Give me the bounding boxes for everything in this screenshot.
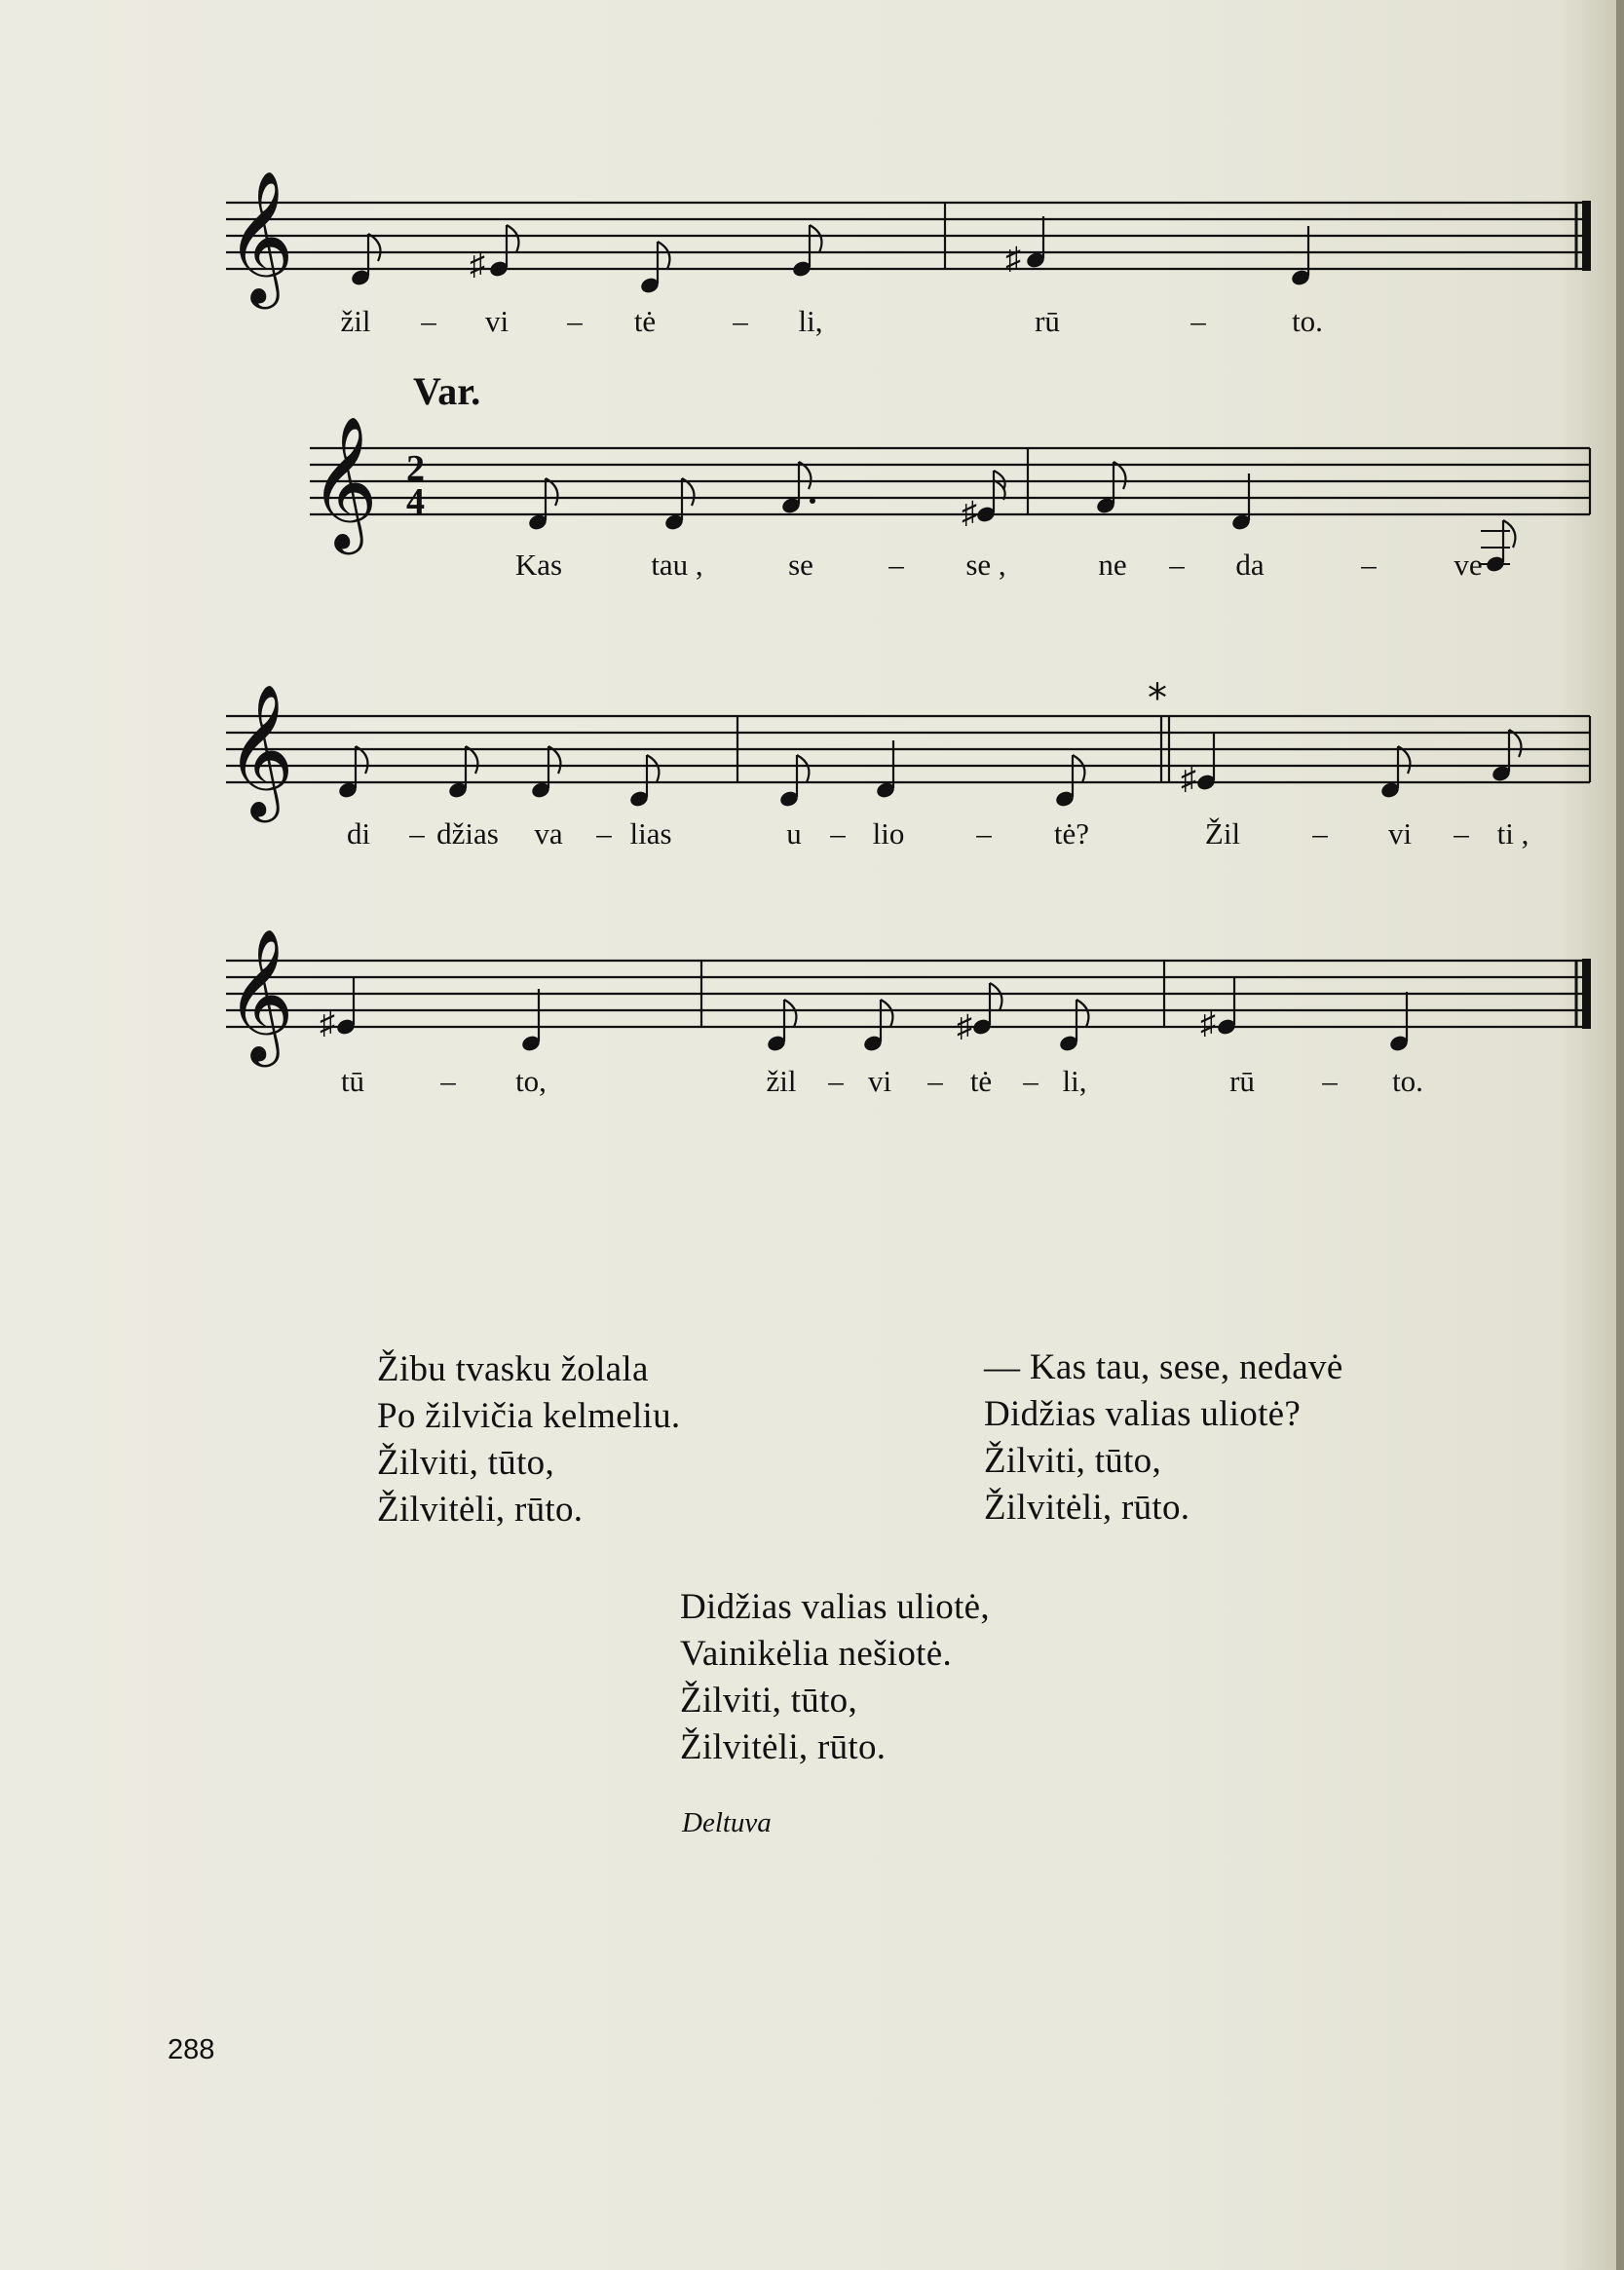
verse-line: Vainikėlia nešiotė. [680, 1634, 953, 1674]
lyric: u [786, 816, 802, 851]
svg-text:♯: ♯ [470, 246, 485, 282]
svg-text:♯: ♯ [962, 495, 977, 530]
lyric-hyphen: – [976, 816, 992, 851]
staff-4 [0, 0, 1624, 1120]
verse-line: Žibu tvasku žolala [377, 1349, 649, 1389]
lyric-hyphen: – [888, 548, 904, 582]
lyric-hyphen: – [733, 304, 748, 338]
lyric: rū [1229, 1064, 1255, 1098]
lyric-hyphen: – [567, 304, 583, 338]
note [320, 977, 357, 1040]
verse-line: Žilvitėli, rūto. [377, 1490, 584, 1530]
verse-line: Žilviti, tūto, [680, 1681, 858, 1721]
lyric: se [788, 548, 813, 582]
treble-clef: 𝄞 [226, 682, 294, 816]
lyric-hyphen: – [828, 1064, 844, 1098]
lyric: Žil [1204, 816, 1241, 851]
verse-line: Žilviti, tūto, [984, 1441, 1162, 1481]
note [957, 983, 1001, 1043]
verse-right [984, 1344, 1343, 1532]
lyric: da [1235, 548, 1265, 582]
lyric-hyphen: – [1312, 816, 1328, 851]
place-of-recording: Deltuva [682, 1807, 772, 1838]
svg-text:♯: ♯ [320, 1005, 335, 1040]
lyric: vi [867, 1064, 892, 1098]
lyric-hyphen: – [1023, 1064, 1039, 1098]
note [1200, 977, 1237, 1040]
lyric: to. [1392, 1064, 1423, 1098]
treble-clef: 𝄞 [226, 169, 294, 303]
notes-system-4 [320, 977, 1410, 1053]
svg-text:♯: ♯ [1200, 1005, 1216, 1040]
variant-label: Var. [413, 369, 481, 413]
lyric: ne [1098, 548, 1127, 582]
lyric: džias [436, 816, 499, 851]
verse-line: Žilvitėli, rūto. [984, 1488, 1190, 1528]
lyric: lio [872, 816, 905, 851]
verse-line: Po žilvičia kelmeliu. [377, 1396, 681, 1436]
lyric: tū [340, 1064, 365, 1098]
lyric: žil [766, 1064, 797, 1098]
lyric: va [534, 816, 563, 851]
page-edge-shadow [1616, 0, 1624, 2270]
lyric: tau , [651, 548, 703, 582]
asterisk-mark: * [1148, 676, 1167, 721]
verse-bottom [680, 1584, 990, 1771]
lyric: lias [629, 816, 672, 851]
lyric: ve [1454, 548, 1483, 582]
page-number: 288 [168, 2034, 215, 2065]
verse-line: Žilviti, tūto, [377, 1443, 555, 1483]
lyric-hyphen: – [440, 1064, 456, 1098]
time-signature-bottom: 4 [406, 481, 425, 522]
lyric-hyphen: – [596, 816, 612, 851]
verse-line: — Kas tau, sese, nedavė [984, 1347, 1343, 1387]
verse-left [377, 1346, 680, 1533]
note [520, 989, 542, 1053]
lyric-hyphen: – [421, 304, 436, 338]
treble-clef: 𝄞 [226, 927, 294, 1061]
verse-line: Didžias valias uliotė, [680, 1587, 990, 1627]
svg-text:♯: ♯ [1005, 241, 1021, 276]
lyric-hyphen: – [409, 816, 425, 851]
lyric-hyphen: – [1169, 548, 1185, 582]
lyric: vi [484, 304, 510, 338]
lyric: tė [969, 1064, 993, 1098]
lyric: rū [1035, 304, 1060, 338]
lyric: li, [798, 304, 823, 338]
lyric-hyphen: – [1322, 1064, 1338, 1098]
lyric: žil [340, 304, 371, 338]
svg-text:♯: ♯ [1181, 761, 1196, 796]
lyric-hyphen: – [830, 816, 846, 851]
lyric: se , [965, 548, 1006, 582]
treble-clef: 𝄞 [310, 414, 378, 549]
verse-line: Didžias valias uliotė? [984, 1394, 1302, 1434]
lyric-hyphen: – [1361, 548, 1377, 582]
lyric: Kas [514, 548, 563, 582]
lyric: to. [1292, 304, 1323, 338]
lyric: ti , [1496, 816, 1530, 851]
lyric: di [346, 816, 371, 851]
lyric-hyphen: – [1190, 304, 1206, 338]
svg-text:♯: ♯ [957, 1008, 972, 1043]
time-signature-top: 2 [406, 448, 425, 489]
lyric: tė? [1053, 816, 1090, 851]
lyric-hyphen: – [1454, 816, 1469, 851]
lyric: to, [515, 1064, 547, 1098]
lyric: li, [1062, 1064, 1087, 1098]
lyric: vi [1387, 816, 1413, 851]
lyric: tė [633, 304, 657, 338]
verse-line: Žilvitėli, rūto. [680, 1727, 887, 1767]
note [1388, 992, 1410, 1053]
lyric-hyphen: – [927, 1064, 943, 1098]
